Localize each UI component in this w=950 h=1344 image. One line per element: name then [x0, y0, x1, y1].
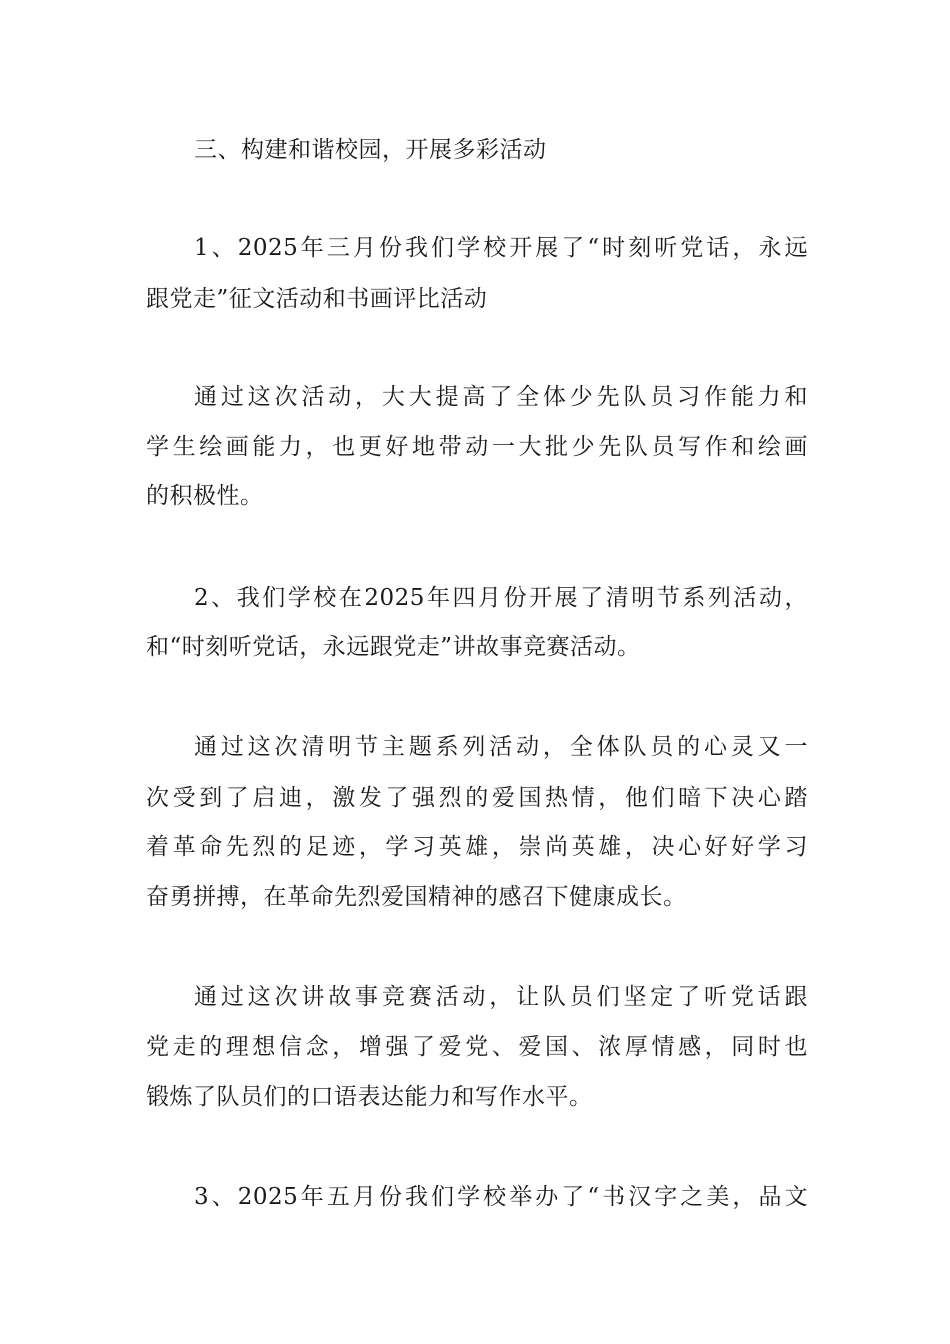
para3-line2: 党走的理想信念，增强了爱党、爱国、浓厚情感，同时也: [146, 1034, 808, 1060]
para2-line3: 着革命先烈的足迹，学习英雄，崇尚英雄，决心好好学习: [146, 834, 808, 860]
para2-line4: 奋勇拼搏，在革命先烈爱国精神的感召下健康成长。: [146, 884, 687, 910]
section-heading: 三、构建和谐校园，开展多彩活动: [194, 137, 547, 163]
para2-line2: 次受到了启迪，激发了强烈的爱国热情，他们暗下决心踏: [146, 785, 808, 811]
para1-line2: 学生绘画能力，也更好地带动一大批少先队员写作和绘画: [146, 434, 808, 460]
item1-line2: 跟党走”征文活动和书画评比活动: [146, 286, 488, 312]
item2-line1: 2、我们学校在2025年四月份开展了清明节系列活动，: [194, 585, 808, 611]
para2-line1: 通过这次清明节主题系列活动，全体队员的心灵又一: [194, 734, 808, 760]
para1-line1: 通过这次活动，大大提高了全体少先队员习作能力和: [194, 384, 808, 410]
item3-line1: 3、2025年五月份我们学校举办了“书汉字之美，品文: [194, 1184, 808, 1210]
item2-line2: 和“时刻听党话，永远跟党走”讲故事竞赛活动。: [146, 634, 641, 660]
para1-line3: 的积极性。: [146, 483, 264, 509]
item1-line1: 1、2025年三月份我们学校开展了“时刻听党话，永远: [194, 235, 808, 261]
para3-line3: 锻炼了队员们的口语表达能力和写作水平。: [146, 1084, 593, 1110]
para3-line1: 通过这次讲故事竞赛活动，让队员们坚定了听党话跟: [194, 984, 808, 1010]
